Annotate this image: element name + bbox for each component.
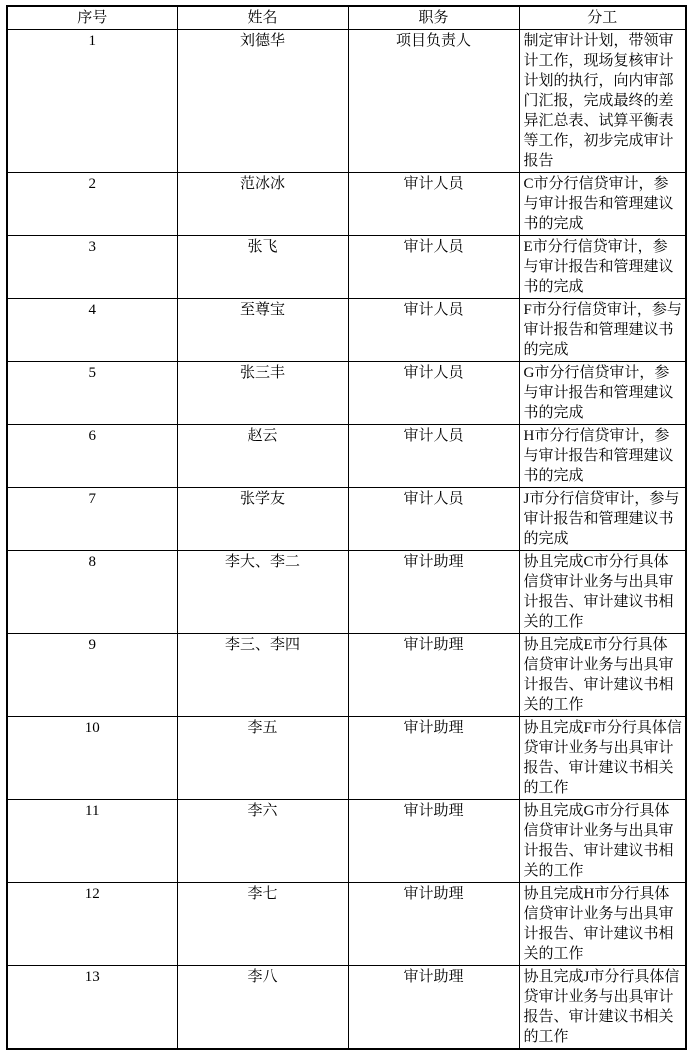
table-row (7, 488, 686, 551)
cell-position: 审计助理 (348, 551, 519, 634)
cell-serial: 8 (7, 551, 177, 634)
cell-duty: G市分行信贷审计，参与审计报告和管理建议书的完成 (519, 362, 686, 425)
cell-duty: 协且完成F市分行具体信贷审计业务与出具审计报告、审计建议书相关的工作 (519, 717, 686, 800)
cell-position: 审计助理 (348, 717, 519, 800)
cell-duty: 协且完成E市分行具体信贷审计业务与出具审计报告、审计建议书相关的工作 (519, 634, 686, 717)
cell-name: 张三丰 (177, 362, 348, 425)
table-row (7, 966, 686, 1050)
cell-serial: 10 (7, 717, 177, 800)
cell-duty: 制定审计计划，带领审计工作，现场复核审计计划的执行，向内审部门汇报，完成最终的差异汇总表、试算平衡表等工作，初步完成审计报告 (519, 30, 686, 173)
table-row (7, 800, 686, 883)
table-row (7, 425, 686, 488)
cell-name: 李八 (177, 966, 348, 1050)
cell-name: 范冰冰 (177, 173, 348, 236)
table-row (7, 717, 686, 800)
cell-position: 审计人员 (348, 488, 519, 551)
cell-serial: 9 (7, 634, 177, 717)
table-row (7, 236, 686, 299)
cell-name: 李五 (177, 717, 348, 800)
cell-serial: 1 (7, 30, 177, 173)
cell-name: 刘德华 (177, 30, 348, 173)
cell-serial: 12 (7, 883, 177, 966)
column-header-name: 姓名 (177, 6, 348, 30)
table-row (7, 634, 686, 717)
cell-serial: 4 (7, 299, 177, 362)
cell-serial: 13 (7, 966, 177, 1050)
cell-duty: 协且完成C市分行具体信贷审计业务与出具审计报告、审计建议书相关的工作 (519, 551, 686, 634)
cell-position: 项目负责人 (348, 30, 519, 173)
cell-duty: 协且完成H市分行具体信贷审计业务与出具审计报告、审计建议书相关的工作 (519, 883, 686, 966)
cell-name: 李六 (177, 800, 348, 883)
cell-duty: J市分行信贷审计，参与审计报告和管理建议书的完成 (519, 488, 686, 551)
cell-serial: 7 (7, 488, 177, 551)
cell-duty: F市分行信贷审计，参与审计报告和管理建议书的完成 (519, 299, 686, 362)
cell-serial: 2 (7, 173, 177, 236)
cell-position: 审计人员 (348, 173, 519, 236)
cell-position: 审计助理 (348, 966, 519, 1050)
cell-serial: 3 (7, 236, 177, 299)
table-row (7, 362, 686, 425)
cell-name: 张学友 (177, 488, 348, 551)
cell-position: 审计人员 (348, 425, 519, 488)
cell-duty: C市分行信贷审计，参与审计报告和管理建议书的完成 (519, 173, 686, 236)
table-row (7, 883, 686, 966)
table-body (7, 30, 686, 1050)
cell-serial: 11 (7, 800, 177, 883)
assignment-table (6, 5, 687, 1050)
cell-position: 审计人员 (348, 236, 519, 299)
cell-name: 李大、李二 (177, 551, 348, 634)
table-header (7, 6, 686, 30)
cell-name: 李三、李四 (177, 634, 348, 717)
cell-position: 审计助理 (348, 883, 519, 966)
table-row (7, 551, 686, 634)
cell-name: 张飞 (177, 236, 348, 299)
cell-duty: H市分行信贷审计，参与审计报告和管理建议书的完成 (519, 425, 686, 488)
table-row (7, 299, 686, 362)
cell-position: 审计助理 (348, 634, 519, 717)
column-header-duty: 分工 (519, 6, 686, 30)
cell-duty: 协且完成J市分行具体信贷审计业务与出具审计报告、审计建议书相关的工作 (519, 966, 686, 1050)
cell-serial: 6 (7, 425, 177, 488)
cell-duty: 协且完成G市分行具体信贷审计业务与出具审计报告、审计建议书相关的工作 (519, 800, 686, 883)
cell-position: 审计助理 (348, 800, 519, 883)
column-header-position: 职务 (348, 6, 519, 30)
cell-position: 审计人员 (348, 299, 519, 362)
table-row (7, 30, 686, 173)
cell-serial: 5 (7, 362, 177, 425)
cell-position: 审计人员 (348, 362, 519, 425)
document-page (0, 5, 693, 1045)
cell-name: 至尊宝 (177, 299, 348, 362)
table-header-row (7, 6, 686, 30)
cell-name: 赵云 (177, 425, 348, 488)
column-header-serial: 序号 (7, 6, 177, 30)
cell-name: 李七 (177, 883, 348, 966)
cell-duty: E市分行信贷审计，参与审计报告和管理建议书的完成 (519, 236, 686, 299)
table-row (7, 173, 686, 236)
